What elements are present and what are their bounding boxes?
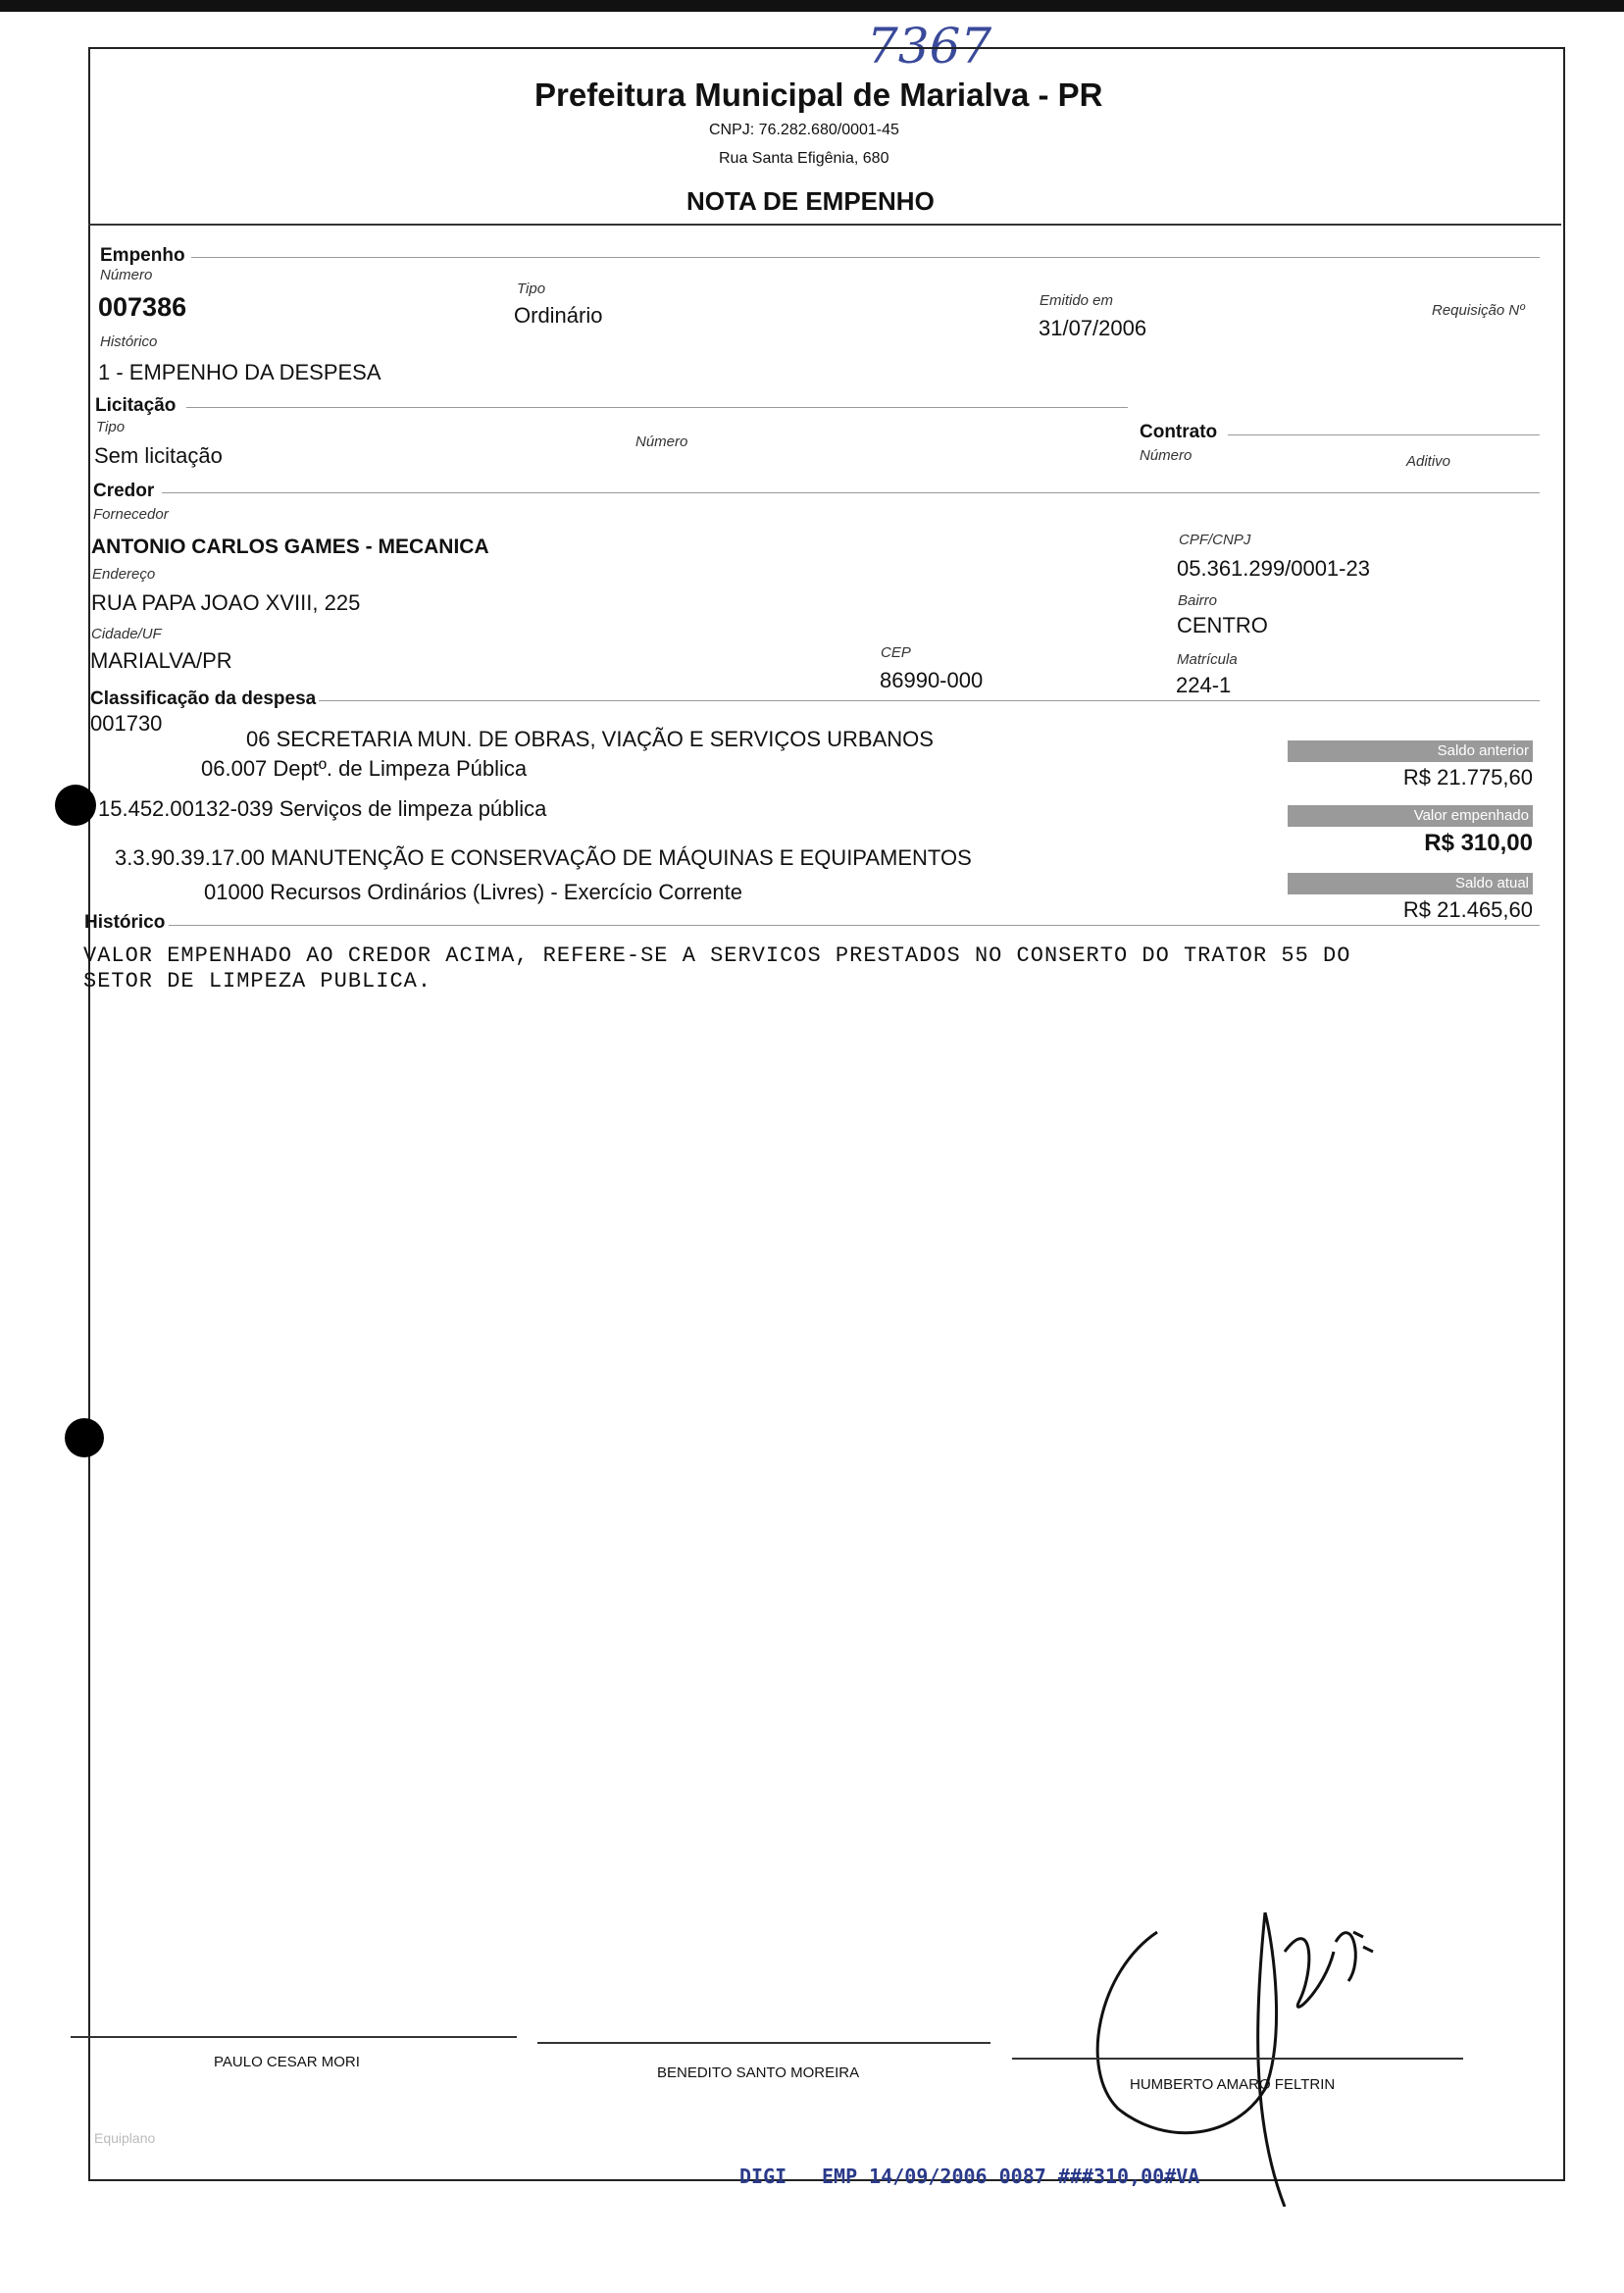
header-divider [88, 224, 1561, 226]
classificacao-line4: 3.3.90.39.17.00 MANUTENÇÃO E CONSERVAÇÃO DE MÁQUINAS E EQUIPAMENTOS [115, 845, 972, 870]
bairro-label: Bairro [1178, 592, 1218, 609]
software-name: Equiplano [94, 2130, 156, 2146]
scan-top-edge [0, 0, 1624, 12]
classificacao-code: 001730 [90, 711, 163, 736]
header-address: Rua Santa Efigênia, 680 [719, 150, 889, 167]
divider [319, 700, 1540, 701]
classificacao-line5: 01000 Recursos Ordinários (Livres) - Exercício Corrente [204, 880, 742, 904]
valor-empenhado: R$ 310,00 [1424, 830, 1533, 856]
empenho-historico: 1 - EMPENHO DA DESPESA [98, 360, 381, 384]
handwritten-number: 7367 [867, 18, 992, 75]
emitido-date: 31/07/2006 [1039, 316, 1147, 340]
signature-line [1012, 2058, 1463, 2060]
fornecedor: ANTONIO CARLOS GAMES - MECANICA [91, 535, 489, 558]
empenho-section: Empenho [100, 245, 185, 266]
historico-line1: VALOR EMPENHADO AO CREDOR ACIMA, REFERE-SE A SERVICOS PRESTADOS NO CONSERTO DO TRATOR 55 DO [83, 943, 1351, 968]
empenho-numero-label: Número [100, 267, 153, 283]
doc-title: NOTA DE EMPENHO [686, 186, 935, 216]
classificacao-line1: 06 SECRETARIA MUN. DE OBRAS, VIAÇÃO E SERVIÇOS URBANOS [246, 727, 934, 751]
matricula-label: Matrícula [1177, 651, 1238, 668]
saldo-anterior: R$ 21.775,60 [1402, 765, 1533, 790]
bairro: CENTRO [1177, 613, 1268, 637]
historico-section: Histórico [84, 912, 166, 933]
contrato-aditivo-label: Aditivo [1406, 453, 1451, 470]
historico-line2: SETOR DE LIMPEZA PUBLICA. [83, 969, 432, 994]
divider [1228, 434, 1540, 435]
empenho-historico-label: Histórico [100, 333, 158, 350]
matricula: 224-1 [1176, 673, 1232, 697]
signature-line [537, 2042, 990, 2044]
contrato-numero-label: Número [1140, 447, 1193, 464]
licitacao-tipo: Sem licitação [94, 443, 223, 468]
empenho-tipo-label: Tipo [517, 280, 546, 297]
empenho-tipo: Ordinário [514, 303, 603, 328]
classificacao-section: Classificação da despesa [90, 688, 317, 709]
endereco: RUA PAPA JOAO XVIII, 225 [91, 590, 361, 615]
saldo-atual: R$ 21.465,60 [1402, 897, 1533, 922]
valor-empenhado-label: Valor empenhado [1288, 805, 1533, 827]
classificacao-line3: 15.452.00132-039 Serviços de limpeza pública [98, 796, 547, 821]
cidade-label: Cidade/UF [91, 626, 162, 642]
divider [186, 407, 1128, 408]
saldo-atual-label: Saldo atual [1288, 873, 1533, 894]
signature-name-2: BENEDITO SANTO MOREIRA [657, 2064, 860, 2081]
empenho-numero: 007386 [98, 292, 187, 322]
punch-hole [65, 1418, 104, 1457]
handwritten-signature [1079, 1893, 1432, 2207]
licitacao-tipo-label: Tipo [96, 419, 126, 435]
divider [162, 492, 1540, 493]
endereco-label: Endereço [92, 566, 156, 583]
requisicao-label: Requisição Nº [1432, 302, 1525, 319]
signature-name-1: PAULO CESAR MORI [214, 2054, 360, 2070]
classificacao-line2: 06.007 Deptº. de Limpeza Pública [201, 756, 528, 781]
emitido-label: Emitido em [1040, 292, 1114, 309]
stamp-logo: DIGI [739, 2165, 787, 2188]
cep-label: CEP [881, 644, 911, 661]
signature-line [71, 2036, 517, 2038]
register-stamp: EMP 14/09/2006 0087 ###310,00#VA [822, 2165, 1200, 2188]
cpf-value: 05.361.299/0001-23 [1177, 556, 1370, 581]
cidade: MARIALVA/PR [90, 648, 232, 673]
cep: 86990-000 [880, 668, 984, 692]
divider [191, 257, 1540, 258]
licitacao-numero-label: Número [635, 433, 688, 450]
divider [169, 925, 1540, 926]
contrato-section: Contrato [1140, 422, 1218, 442]
fornecedor-label: Fornecedor [93, 506, 169, 523]
saldo-anterior-label: Saldo anterior [1288, 740, 1533, 762]
credor-section: Credor [93, 481, 155, 501]
cpf-label: CPF/CNPJ [1179, 532, 1251, 548]
licitacao-section: Licitação [95, 395, 177, 416]
page-title: Prefeitura Municipal de Marialva - PR [534, 76, 1103, 113]
punch-hole [55, 785, 96, 826]
header-cnpj: CNPJ: 76.282.680/0001-45 [709, 122, 899, 138]
signature-name-3: HUMBERTO AMARO FELTRIN [1130, 2076, 1336, 2093]
